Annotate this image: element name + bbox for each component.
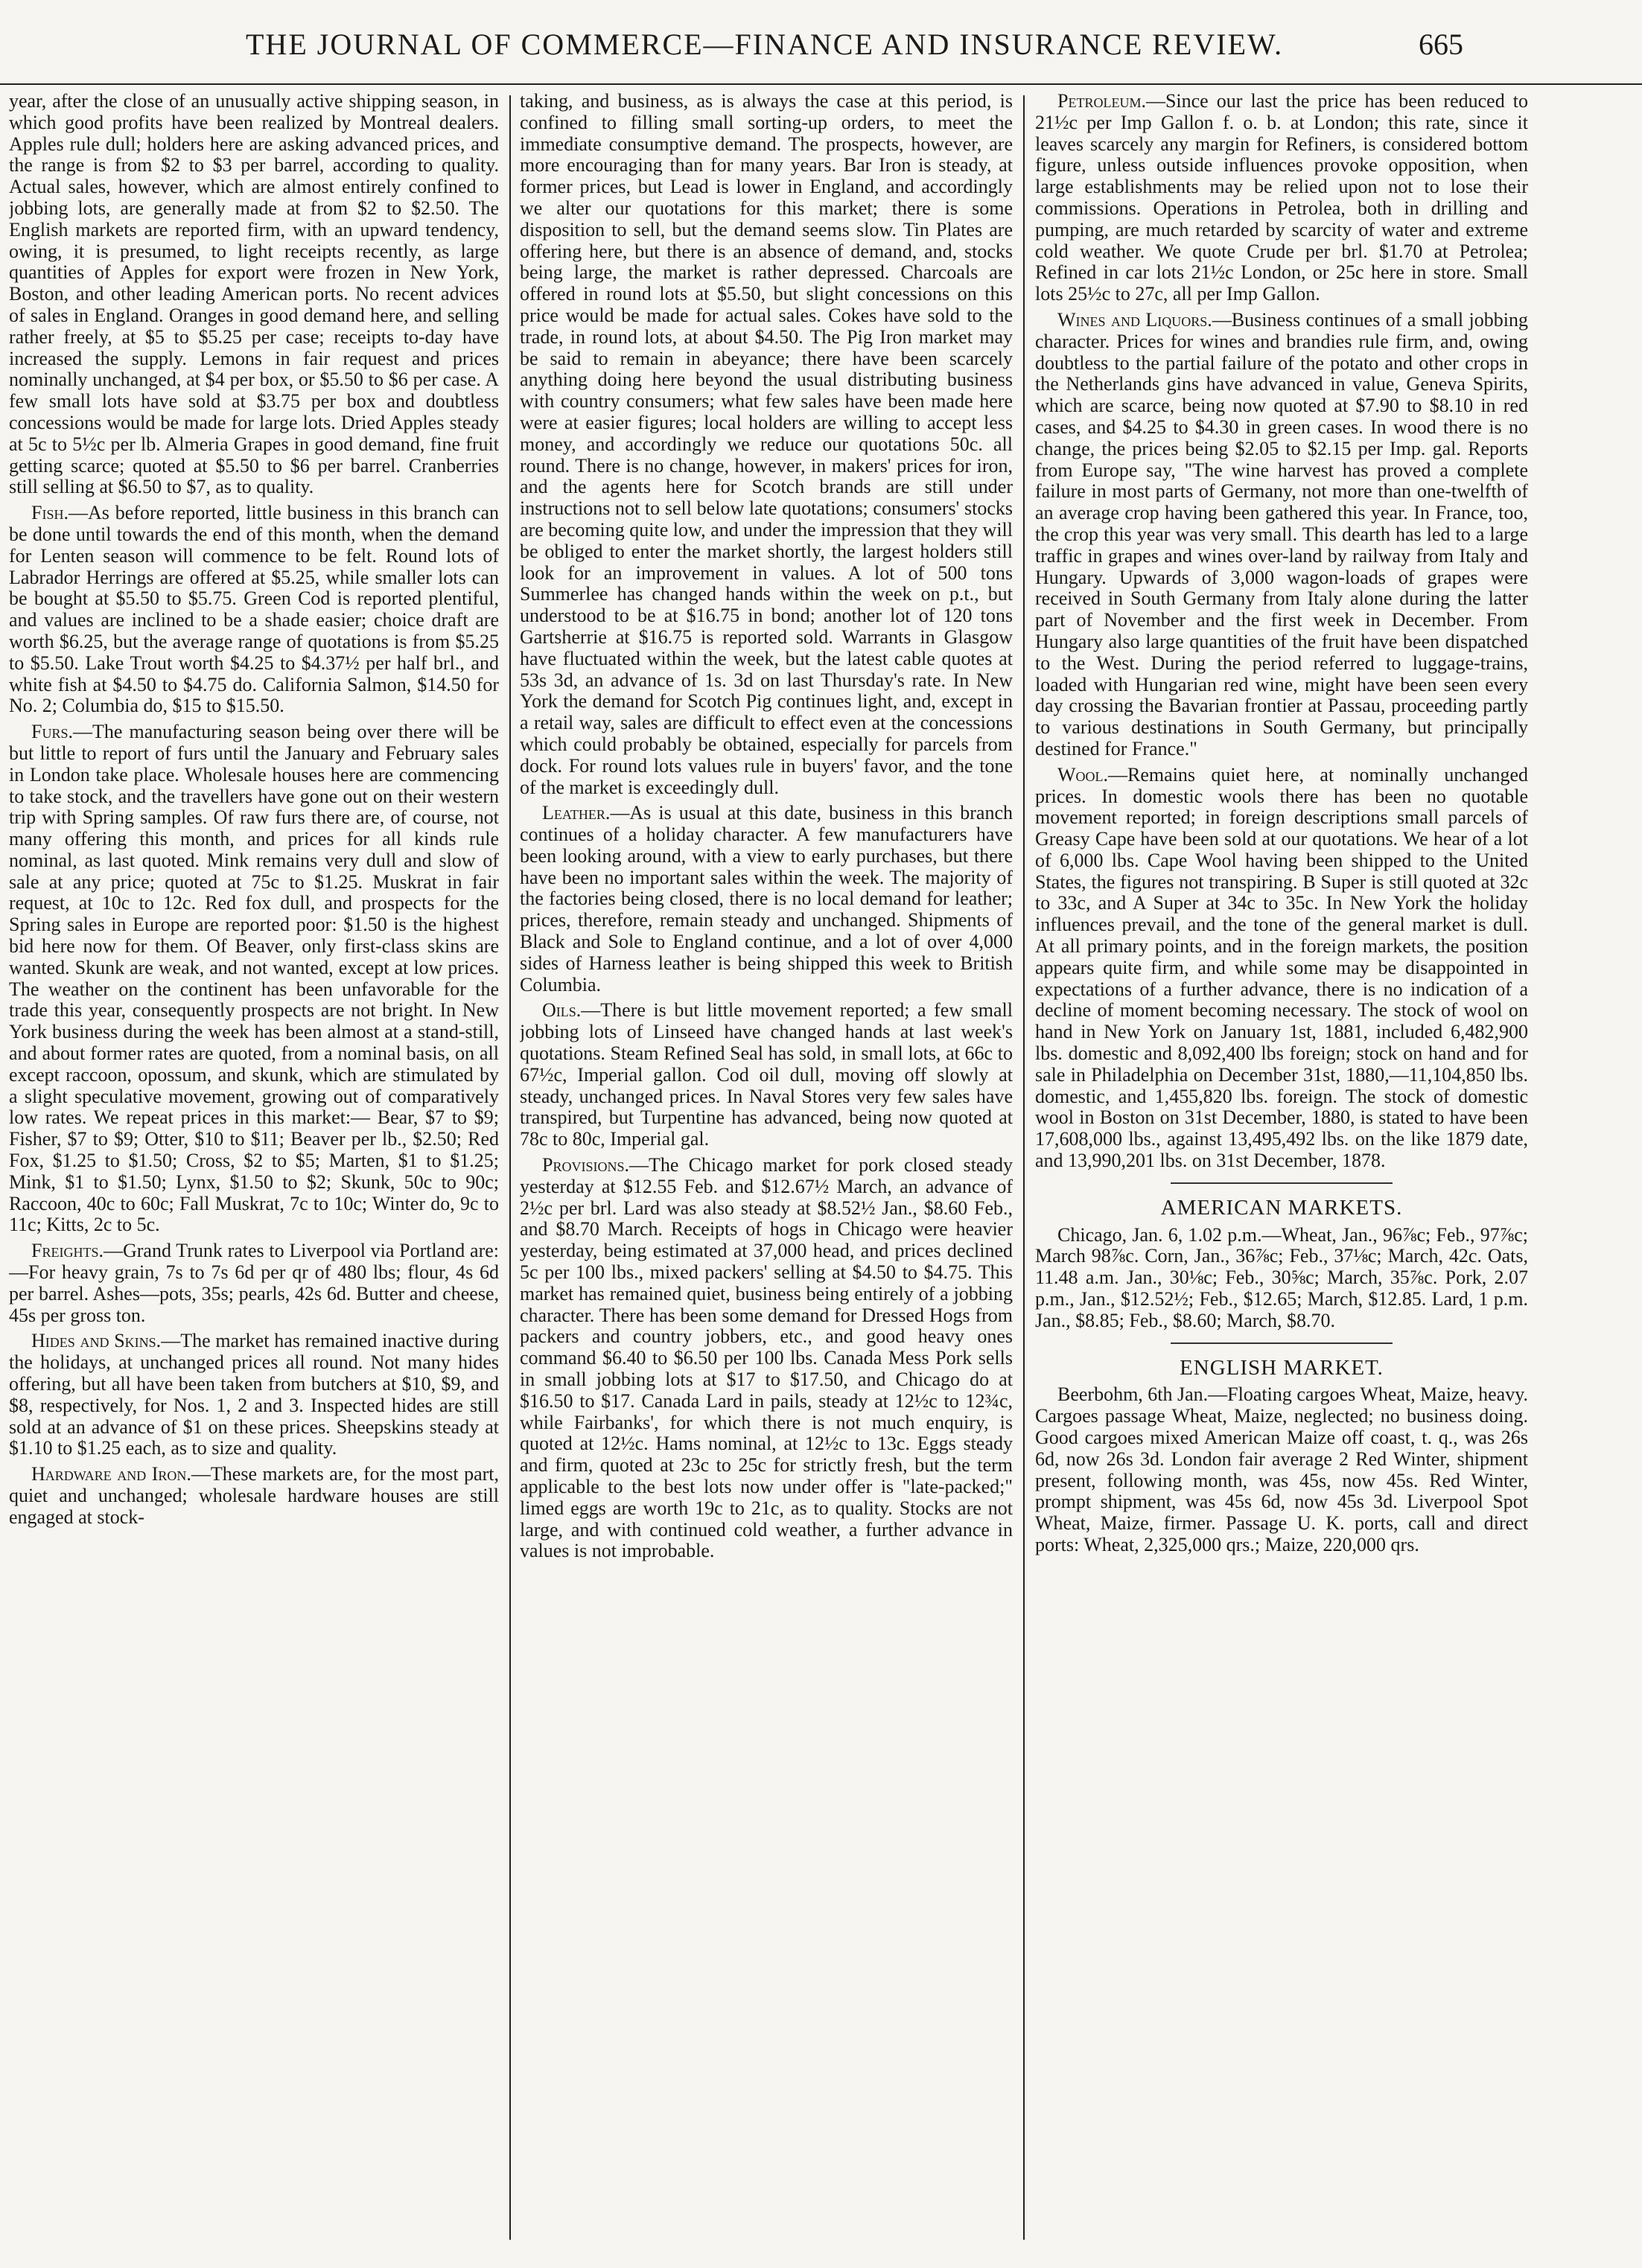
english-market-heading: ENGLISH MARKET.: [1180, 1355, 1384, 1380]
article-wool: Wool.—Remains quiet here, at nominally unchanged prices. In domestic wools there has been no quotable movement reported; in foreign descriptions small parcels of Greasy Cape have been sold at our quotations. We hear of a lot of 6,000 lbs. Cape Wool having been shipped to the United States, the figures not transpiring. B Super is still quoted at 32c to 33c, and A Super at 34c to 35c. In New York the holiday influences prevail, and the tone of the general market is dull. At all primary points, and in the foreign markets, the position appears quite firm, and while some may be disappointed in expectations of a further advance, there is no indication of a decline of moment becoming necessary. The stock of wool on hand in New York on January 1st, 1881, included 6,482,900 lbs. domestic and 8,092,400 lbs foreign; stock on hand and for sale in Philadelphia on December 31st, 1880,—11,104,850 lbs. domestic, and 1,455,820 lbs. foreign. The stock of domestic wool in Boston on 31st December, 1880, is stated to have been 17,608,000 lbs., against 13,495,492 lbs. on the like 1879 date, and 13,990,201 lbs. on 31st December, 1878.: [1035, 763, 1528, 1172]
article-freights: Freights.—Grand Trunk rates to Liverpool via Portland are:—For heavy grain, 7s to 7s 6d per qr of 480 lbs; flour, 4s 6d per barrel. Ashes—pots, 35s; pearls, 42s 6d. Butter and cheese, 45s per gross ton.: [9, 1240, 499, 1326]
article-provisions: Provisions.—The Chicago market for pork closed steady yesterday at $12.55 Feb. and $12.67½ March, an advance of 2½c per brl. Lard was also steady at $8.52½ Jan., $8.60 Feb., and $8.70 March. Receipts of hogs in Chicago were heavier yesterday, being estimated at 37,000 head, and prices declined 5c per 100 lbs., mixed packers' selling at $4.50 to $4.75. This market has remained quiet, business being entirely of a jobbing character. There has been some demand for Dressed Hogs from packers and country jobbers, etc., and good heavy ones command $6.40 to $6.50 per 100 lbs. Canada Mess Pork sells in small jobbing lots at $17 to $17.50, and Chicago do at $16.50 to $17. Canada Lard in pails, steady at 12½c to 12¾c, while Fairbanks', for which there is not much enquiry, is quoted at 12½c. Hams nominal, at 12½c to 13c. Eggs steady and firm, quoted at 23c to 25c for strictly fresh, but the term applicable to the best lots now under offer is "late-packed;" limed eggs are worth 19c to 21c, as to quality. Stocks are not large, and with continued cold weather, a further advance in values is not improbable.: [520, 1154, 1013, 1562]
section-label: Furs.: [31, 721, 73, 743]
section-label: Freights.: [31, 1240, 104, 1262]
section-label: Provisions.: [542, 1154, 629, 1176]
section-label: Wool.: [1057, 763, 1109, 786]
section-label: Leather.: [542, 802, 611, 824]
english-market-text: Beerbohm, 6th Jan.—Floating cargoes Wheat, Maize, heavy. Cargoes passage Wheat, Maize, neglected; no business doing. Good cargoes mixed American Maize off coast, t. q., was 26s 6d, now 26s 3d. London fair average 2 Red Winter, shipment present, following month, was 45s, now 45s. Red Winter, prompt shipment, was 45s 6d, now 45s 3d. Liverpool Spot Wheat, Maize, firmer. Passage U. K. ports, call and direct ports: Wheat, 2,325,000 qrs.; Maize, 220,000 qrs.: [1035, 1383, 1528, 1555]
header-rule: [0, 83, 1642, 85]
column-1: [9, 91, 499, 2250]
article-fish: Fish.—As before reported, little business in this branch can be done until towards the end of this month, when the demand for Lenten season will commence to be felt. Round lots of Labrador Herrings are offered at $5.25, while smaller lots can be bought at $5.50 to $5.75. Green Cod is reported plentiful, and values are inclined to be a shade easier; choice draft are worth $6.25, but the average range of quotations is from $5.25 to $5.50. Lake Trout worth $4.25 to $4.37½ per half brl., and white fish at $4.50 to $4.75 do. California Salmon, $14.50 for No. 2; Columbia do, $15 to $15.50.: [9, 502, 499, 717]
article-leather: Leather.—As is usual at this date, business in this branch continues of a holiday character. A few manufacturers have been looking around, with a view to early purchases, but there have been no important sales within the week. The majority of the factories being closed, there is no local demand for leather; prices, therefore, remain steady and unchanged. Shipments of Black and Sole to England continue, and a lot of over 4,000 sides of Harness leather is being shipped this week to British Columbia.: [520, 802, 1013, 996]
article-wines: Wines and Liquors.—Business continues of a small jobbing character. Prices for wines and brandies rule firm, and, owing doubtless to the partial failure of the potato and other crops in the Netherlands gins have advanced in value, Geneva Spirits, which are scarce, being now quoted at $7.90 to $8.10 in red cases, and $4.25 to $4.30 in green cases. In wood there is no change, the prices being $2.05 to $2.15 per Imp. gal. Reports from Europe say, "The wine harvest has proved a complete failure in most parts of Germany, not more than one-twelfth of an average crop having been gathered this year. In France, too, the crop this year was very small. This dearth has led to a large traffic in grapes and wines over-land by railway from Italy and Hungary. Upwards of 3,000 wagon-loads of grapes were received in South Germany from Italy alone during the latter part of November and the first week in December. From Hungary also large quantities of the fruit have been dispatched to the West. During the period referred to luggage-trains, loaded with Hungarian red wine, might have been seen every day crossing the Bavarian frontier at Passau, proceeding partly to various destinations in South Germany, but principally destined for France.": [1035, 308, 1528, 759]
column-rule-2: [1023, 95, 1025, 2240]
article-oils: Oils.—There is but little movement reported; a few small jobbing lots of Linseed have changed hands at last week's quotations. Steam Refined Seal has sold, in small lots, at 66c to 67½c, Imperial gallon. Cod oil dull, moving off slowly at steady, unchanged prices. In Naval Stores very few sales have transpired, but Turpentine has advanced, being now quoted at 78c to 80c, Imperial gal.: [520, 999, 1013, 1150]
article-petroleum: Petroleum.—Since our last the price has been reduced to 21½c per Imp Gallon f. o. b. at London; this rate, since it leaves scarcely any margin for Refiners, is considered bottom figure, unless outside influences provoke opposition, when large establishments may be relied upon not to lose their commissions. Operations in Petrolea, both in drilling and pumping, are much retarded by scarcity of water and extreme cold weather. We quote Crude per brl. $1.70 at Petrolea; Refined in car lots 21½c London, or 25c here in store. Small lots 25½c to 27c, all per Imp Gallon.: [1035, 91, 1528, 305]
section-divider: [1171, 1342, 1393, 1344]
page-number: 665: [1419, 28, 1463, 61]
column-rule-1: [509, 95, 511, 2240]
article-fruit: year, after the close of an unusually active shipping season, in which good profits have been realized by Montreal dealers. Apples rule dull; holders here are asking advanced prices, and the range is from $2 to $3 per barrel, according to quality. Actual sales, however, which are almost entirely confined to jobbing lots, are generally made at from $2 to $2.50. The English markets are reported firm, with an upward tendency, owing, it is presumed, to light receipts recently, as large quantities of Apples for export were frozen in New York, Boston, and other leading American ports. No recent advices of sales in England. Oranges in good demand here, and selling rather freely, at $5 to $5.25 per case; receipts to-day have increased the supply. Lemons in fair request and prices nominally unchanged, at $4 per box, or $5.50 to $6 per case. A few small lots have sold at $3.75 per box and doubtless concessions would be made for large lots. Dried Apples steady at 5c to 5½c per lb. Almeria Grapes in good demand, fine fruit getting scarce; quoted at $5.50 to $6 per barrel. Cranberries still selling at $6.50 to $7, as to quality.: [9, 91, 499, 498]
page-header: [0, 22, 1642, 67]
article-hardware: Hardware and Iron.—These markets are, for the most part, quiet and unchanged; wholesale hardware houses are still engaged at stock-: [9, 1463, 499, 1528]
column-3: [1035, 91, 1528, 2250]
american-markets-text: Chicago, Jan. 6, 1.02 p.m.—Wheat, Jan., 96⅞c; Feb., 97⅞c; March 98⅞c. Corn, Jan., 36⅞c; Feb., 37⅛c; March, 42c. Oats, 11.48 a.m. Jan., 30⅛c; Feb., 30⅝c; March, 35⅞c. Pork, 2.07 p.m., Jan., $12.52½; Feb., $12.65; March, $12.85. Lard, 1 p.m. Jan., $8.85; Feb., $8.60; March, $8.70.: [1035, 1223, 1528, 1331]
section-divider: [1171, 1182, 1393, 1184]
section-label: Oils.: [542, 999, 582, 1022]
american-markets-heading: AMERICAN MARKETS.: [1160, 1195, 1403, 1220]
section-label: Wines and Liquors.: [1057, 308, 1212, 331]
section-label: Fish.: [31, 502, 69, 524]
article-furs: Furs.—The manufacturing season being over there will be but little to report of furs until the January and February sales in London take place. Wholesale houses here are commencing to take stock, and the travellers have gone out on their western trip with Spring samples. Of raw furs there are, of course, not many offering this month, and prices for all kinds rule nominal, as last quoted. Mink remains very dull and slow of sale at any price; quoted at 75c to $1.25. Muskrat in fair request, at 10c to 12c. Red fox dull, and prospects for the Spring sales in Europe are reported poor: $1.50 is the highest bid here now for them. Of Beaver, only first-class skins are wanted. Skunk are weak, and not wanted, except at low prices. The weather on the continent has been unfavorable for the trade this year, consequently prospects are not bright. In New York business during the week has been almost at a stand-still, and about former rates are quoted, from a nominal basis, on all except raccoon, opossum, and skunk, which are stimulated by a slight speculative movement, growing out of comparatively low rates. We repeat prices in this market:— Bear, $7 to $9; Fisher, $7 to $9; Otter, $10 to $11; Beaver per lb., $2.50; Red Fox, $1.25 to $1.50; Cross, $2 to $5; Marten, $1 to $1.25; Mink, $1 to $1.50; Lynx, $1.50 to $2; Skunk, 50c to 90c; Raccoon, 40c to 60c; Fall Muskrat, 7c to 10c; Winter do, 9c to 11c; Kitts, 2c to 5c.: [9, 721, 499, 1236]
article-hides: Hides and Skins.—The market has remained inactive during the holidays, at unchanged prices all round. Not many hides offering, but all have been taken from butchers at $10, $9, and $8, respectively, for Nos. 1, 2 and 3. Inspected hides are still sold at an advance of $1 on these prices. Sheepskins steady at $1.10 to $1.25 each, as to size and quality.: [9, 1330, 499, 1459]
section-label: Petroleum.: [1057, 91, 1146, 112]
journal-title: THE JOURNAL OF COMMERCE—FINANCE AND INSURANCE REVIEW.: [246, 28, 1284, 61]
column-2: [520, 91, 1013, 2250]
section-label: Hides and Skins.: [31, 1330, 162, 1352]
article-iron: taking, and business, as is always the case at this period, is confined to filling small sorting-up orders, to meet the immediate consumptive demand. The prospects, however, are more encouraging than for many years. Bar Iron is steady, at former prices, but Lead is lower in England, and accordingly we alter our quotations for this market; there is some disposition to sell, but the demand seems slow. Tin Plates are offering here, but there is an absence of demand, and, stocks being large, the market is rather depressed. Charcoals are offered in round lots at $5.50, but slight concessions on this price would be made for actual sales. Cokes have sold to the trade, in round lots, at about $4.50. The Pig Iron market may be said to remain in abeyance; there have been scarcely anything doing here beyond the usual distributing business with country consumers; what few sales have been made here were at easier figures; local holders are willing to accept less money, and accordingly we reduce our quotations 50c. all round. There is no change, however, in makers' prices for iron, and the agents here for Scotch brands are still under instructions not to sell below late quotations; consumers' stocks are becoming quite low, and under the impression that they will be obliged to enter the market shortly, the largest holders still look for an improvement in values. A lot of 500 tons Summerlee has changed hands within the week on p.t., but understood to be at $16.75 in bond; another lot of 120 tons Gartsherrie at $16.75 is reported sold. Warrants in Glasgow have fluctuated within the week, but the latest cable quotes at 53s 3d, an advance of 1s. 3d on last Thursday's rate. In New York the demand for Scotch Pig continues light, and, except in a retail way, sales are difficult to effect even at the concessions which could probably be obtained, especially for parcels from dock. For round lots values rule in buyers' favor, and the tone of the market is exceedingly dull.: [520, 91, 1013, 798]
section-label: Hardware and Iron.: [31, 1463, 191, 1485]
